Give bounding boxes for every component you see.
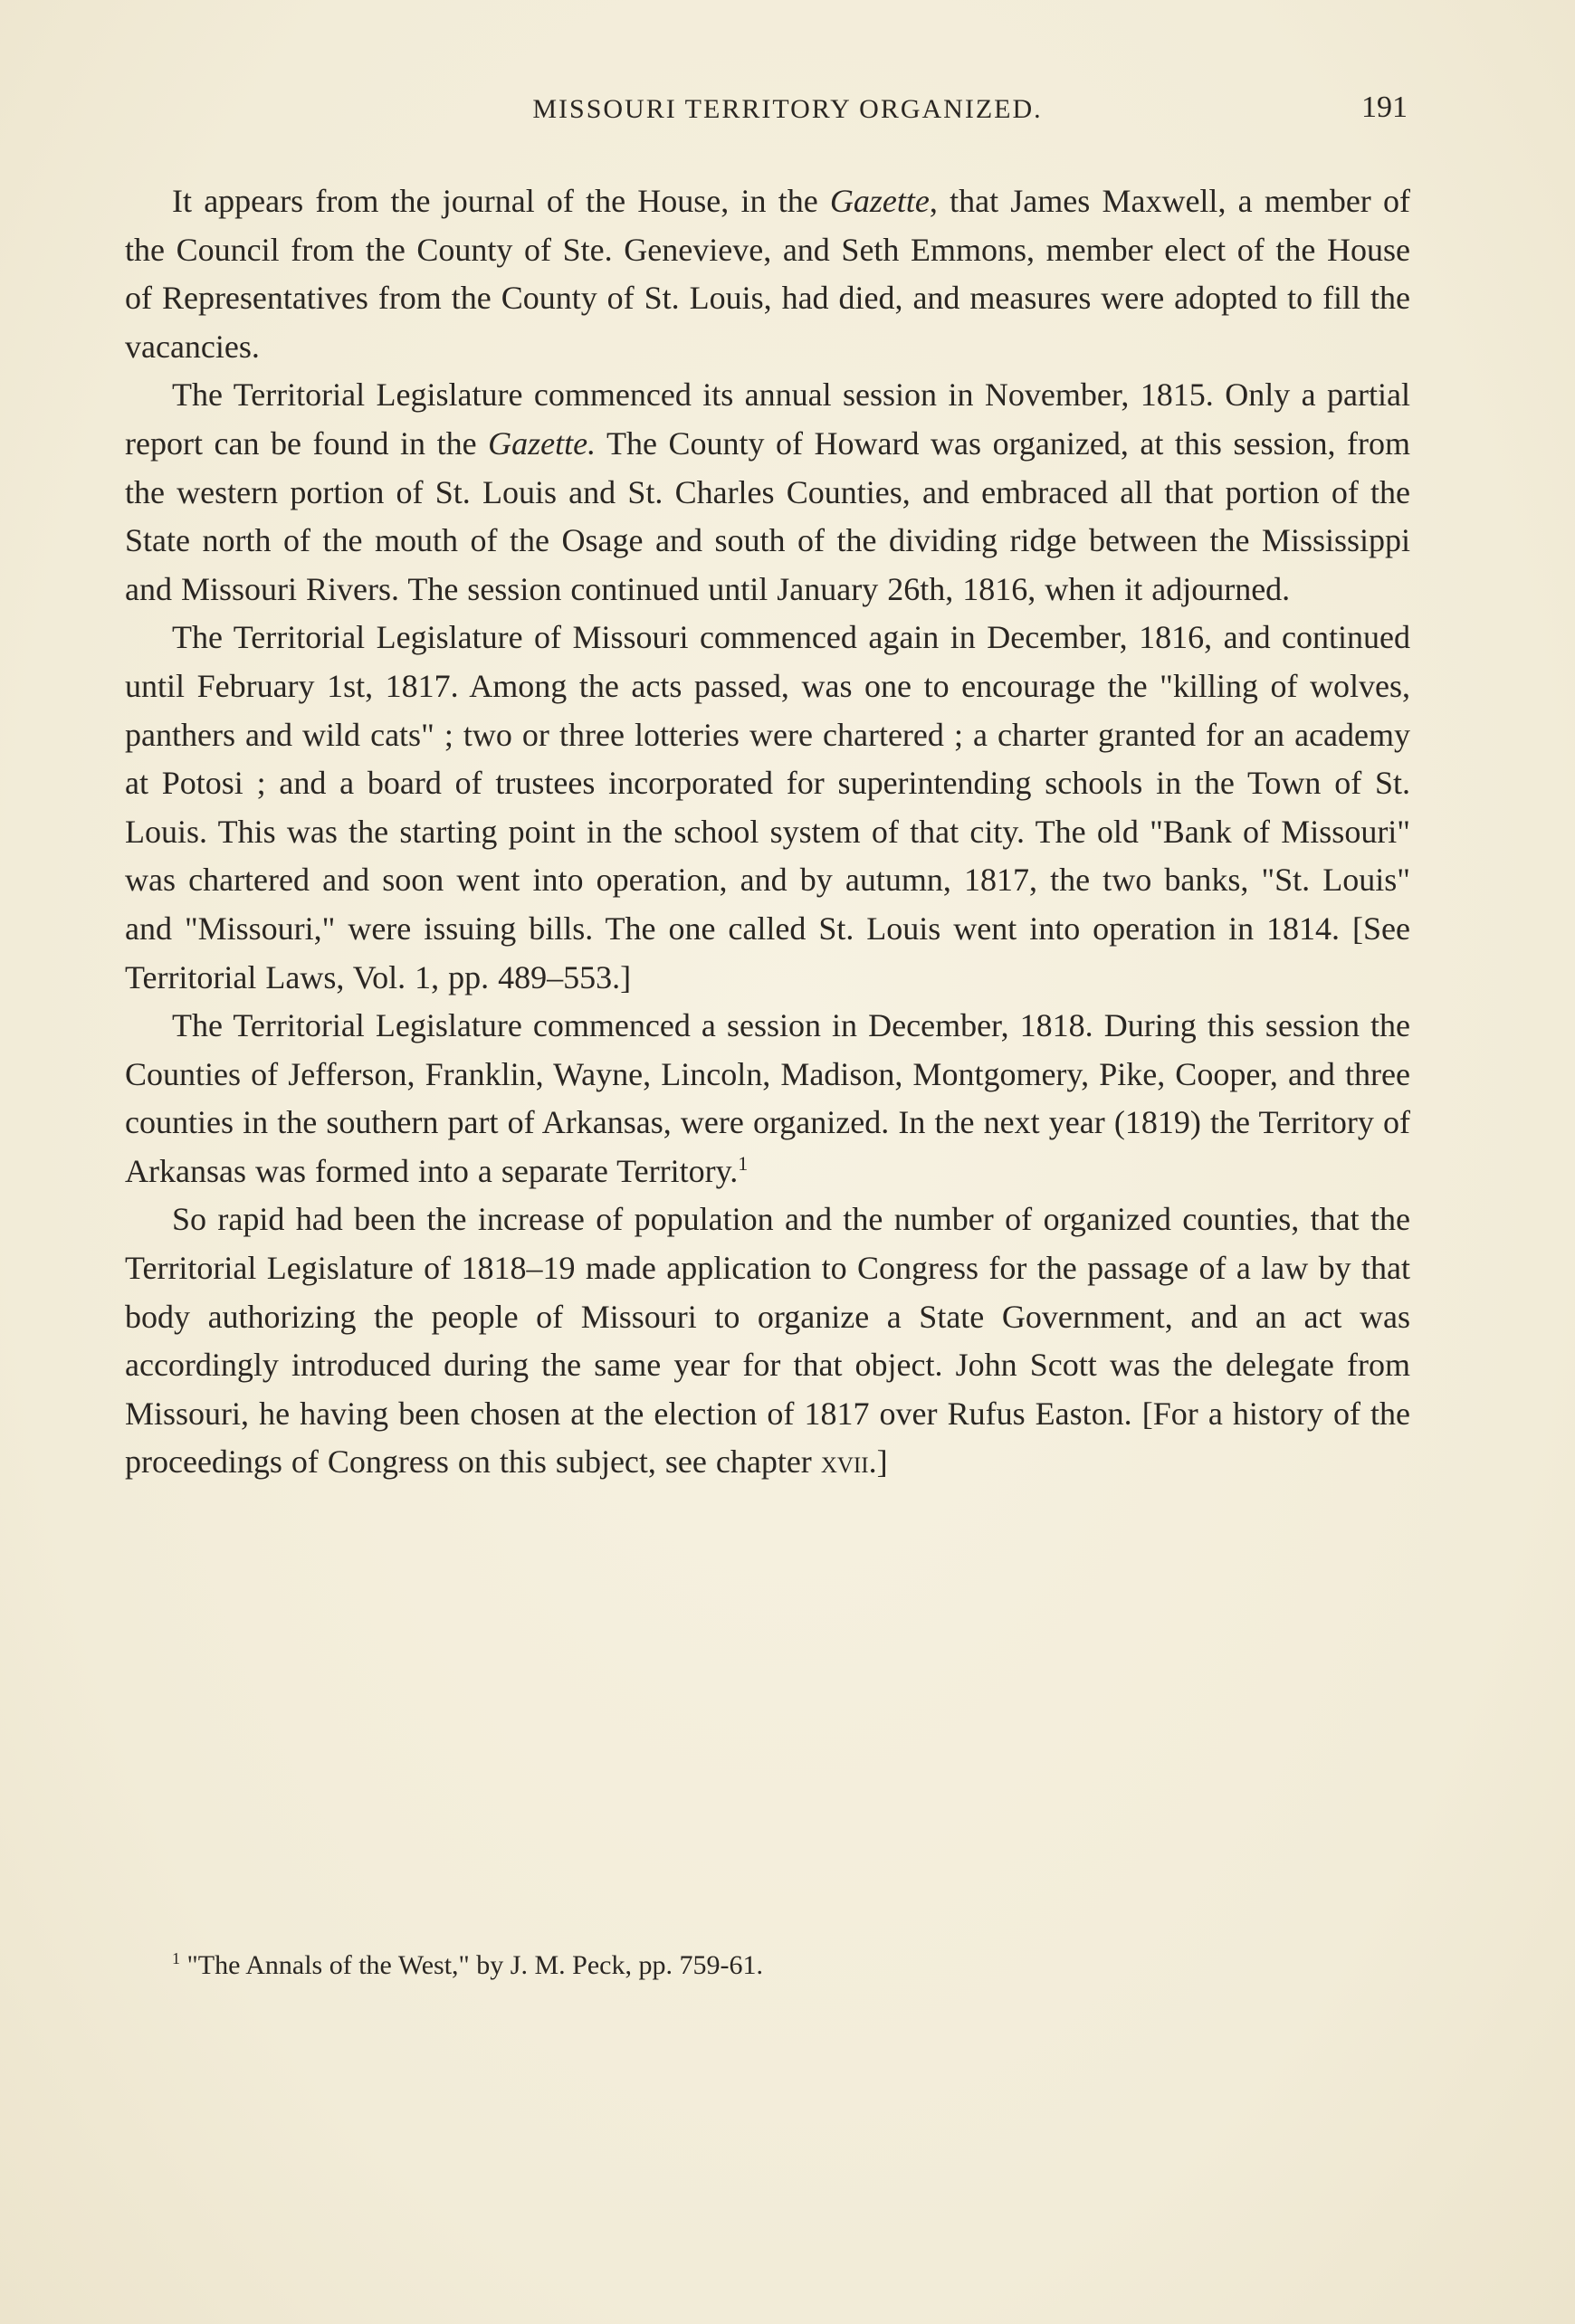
footnote-marker: 1 — [172, 1949, 180, 1967]
paragraph-2-text-a: The Territorial Legislature commenced its annual session in November, 1815. Only a partial report can be found in the — [125, 376, 1410, 462]
paragraph-3: The Territorial Legislature of Missouri commenced again in December, 1816, and continued until February 1st, 1817. Among the acts passed, was one to encourage the "killing of wolves, panthers and wild cats" ; two or three lotteries were chartered ; a charter granted for an academy at Potosi ; and a board of trustees incorporated for superintending schools in the Town of St. Louis. This was the starting point in the school system of that city. The old "Bank of Missouri" was chartered and soon went into operation, and by autumn, 1817, the two banks, "St. Louis" and "Missouri," were issuing bills. The one called St. Louis went into operation in 1814. [See Territorial Laws, Vol. 1, pp. 489–553.] — [125, 619, 1410, 995]
paragraph-4-text: The Territorial Legislature commenced a session in December, 1818. During this session the Counties of Jefferson, Franklin, Wayne, Lincoln, Madison, Montgomery, Pike, Cooper, and three counties in the southern part of Arkansas, were organized. In the next year (1819) the Territory of Arkansas was formed into a separate Territory. — [125, 1007, 1410, 1189]
page-header — [167, 90, 1408, 136]
paragraph-2-text-c: The County of Howard was organized, at this session, from the western portion of St. Louis and St. Charles Counties, and embraced all that portion of the State north of the mouth of the Osage and south of the dividing ridge between the Mississippi and Missouri Rivers. The session continued until January 26th, 1816, when it adjourned. — [125, 424, 1410, 607]
chapter-reference: xvii — [820, 1443, 869, 1481]
paragraph-1-text-a: It appears from the journal of the House, in the — [172, 183, 830, 219]
body-text — [125, 177, 1410, 1487]
paragraph-1-italic: Gazette — [829, 183, 930, 219]
footnote — [172, 1948, 1349, 1984]
paragraph-2-italic: Gazette. — [488, 424, 597, 462]
footnote-reference: 1 — [738, 1151, 749, 1175]
paragraph-1 — [125, 177, 1410, 371]
footnote-text: "The Annals of the West," by J. M. Peck, pp. 759-61. — [186, 1950, 763, 1980]
paragraph-2 — [125, 371, 1410, 614]
paragraph-4 — [125, 1002, 1410, 1195]
page-number: 191 — [1361, 90, 1408, 124]
paragraph-5-text-c: .] — [868, 1443, 888, 1481]
paragraph-1-text-c: , that James Maxwell, a member of the Council from the County of Ste. Genevieve, and Seth Emmons, member elect of the House of Representatives from the County of St. Louis, had died, and measures were adopted to fill the vacancies. — [125, 183, 1410, 365]
paragraph-5 — [125, 1195, 1410, 1487]
running-title: MISSOURI TERRITORY ORGANIZED. — [532, 94, 1043, 124]
paragraph-5-text-a: So rapid had been the increase of population and the number of organized counties, that the Territorial Legislature of 1818–19 made application to Congress for the passage of a law by that body authorizing the people of Missouri to organize a State Government, and an act was accordingly introduced during the same year for that object. John Scott was the delegate from Missouri, he having been chosen at the election of 1817 over Rufus Easton. [For a history of the proceedings of Congress on this subject, see chapter — [125, 1201, 1410, 1481]
